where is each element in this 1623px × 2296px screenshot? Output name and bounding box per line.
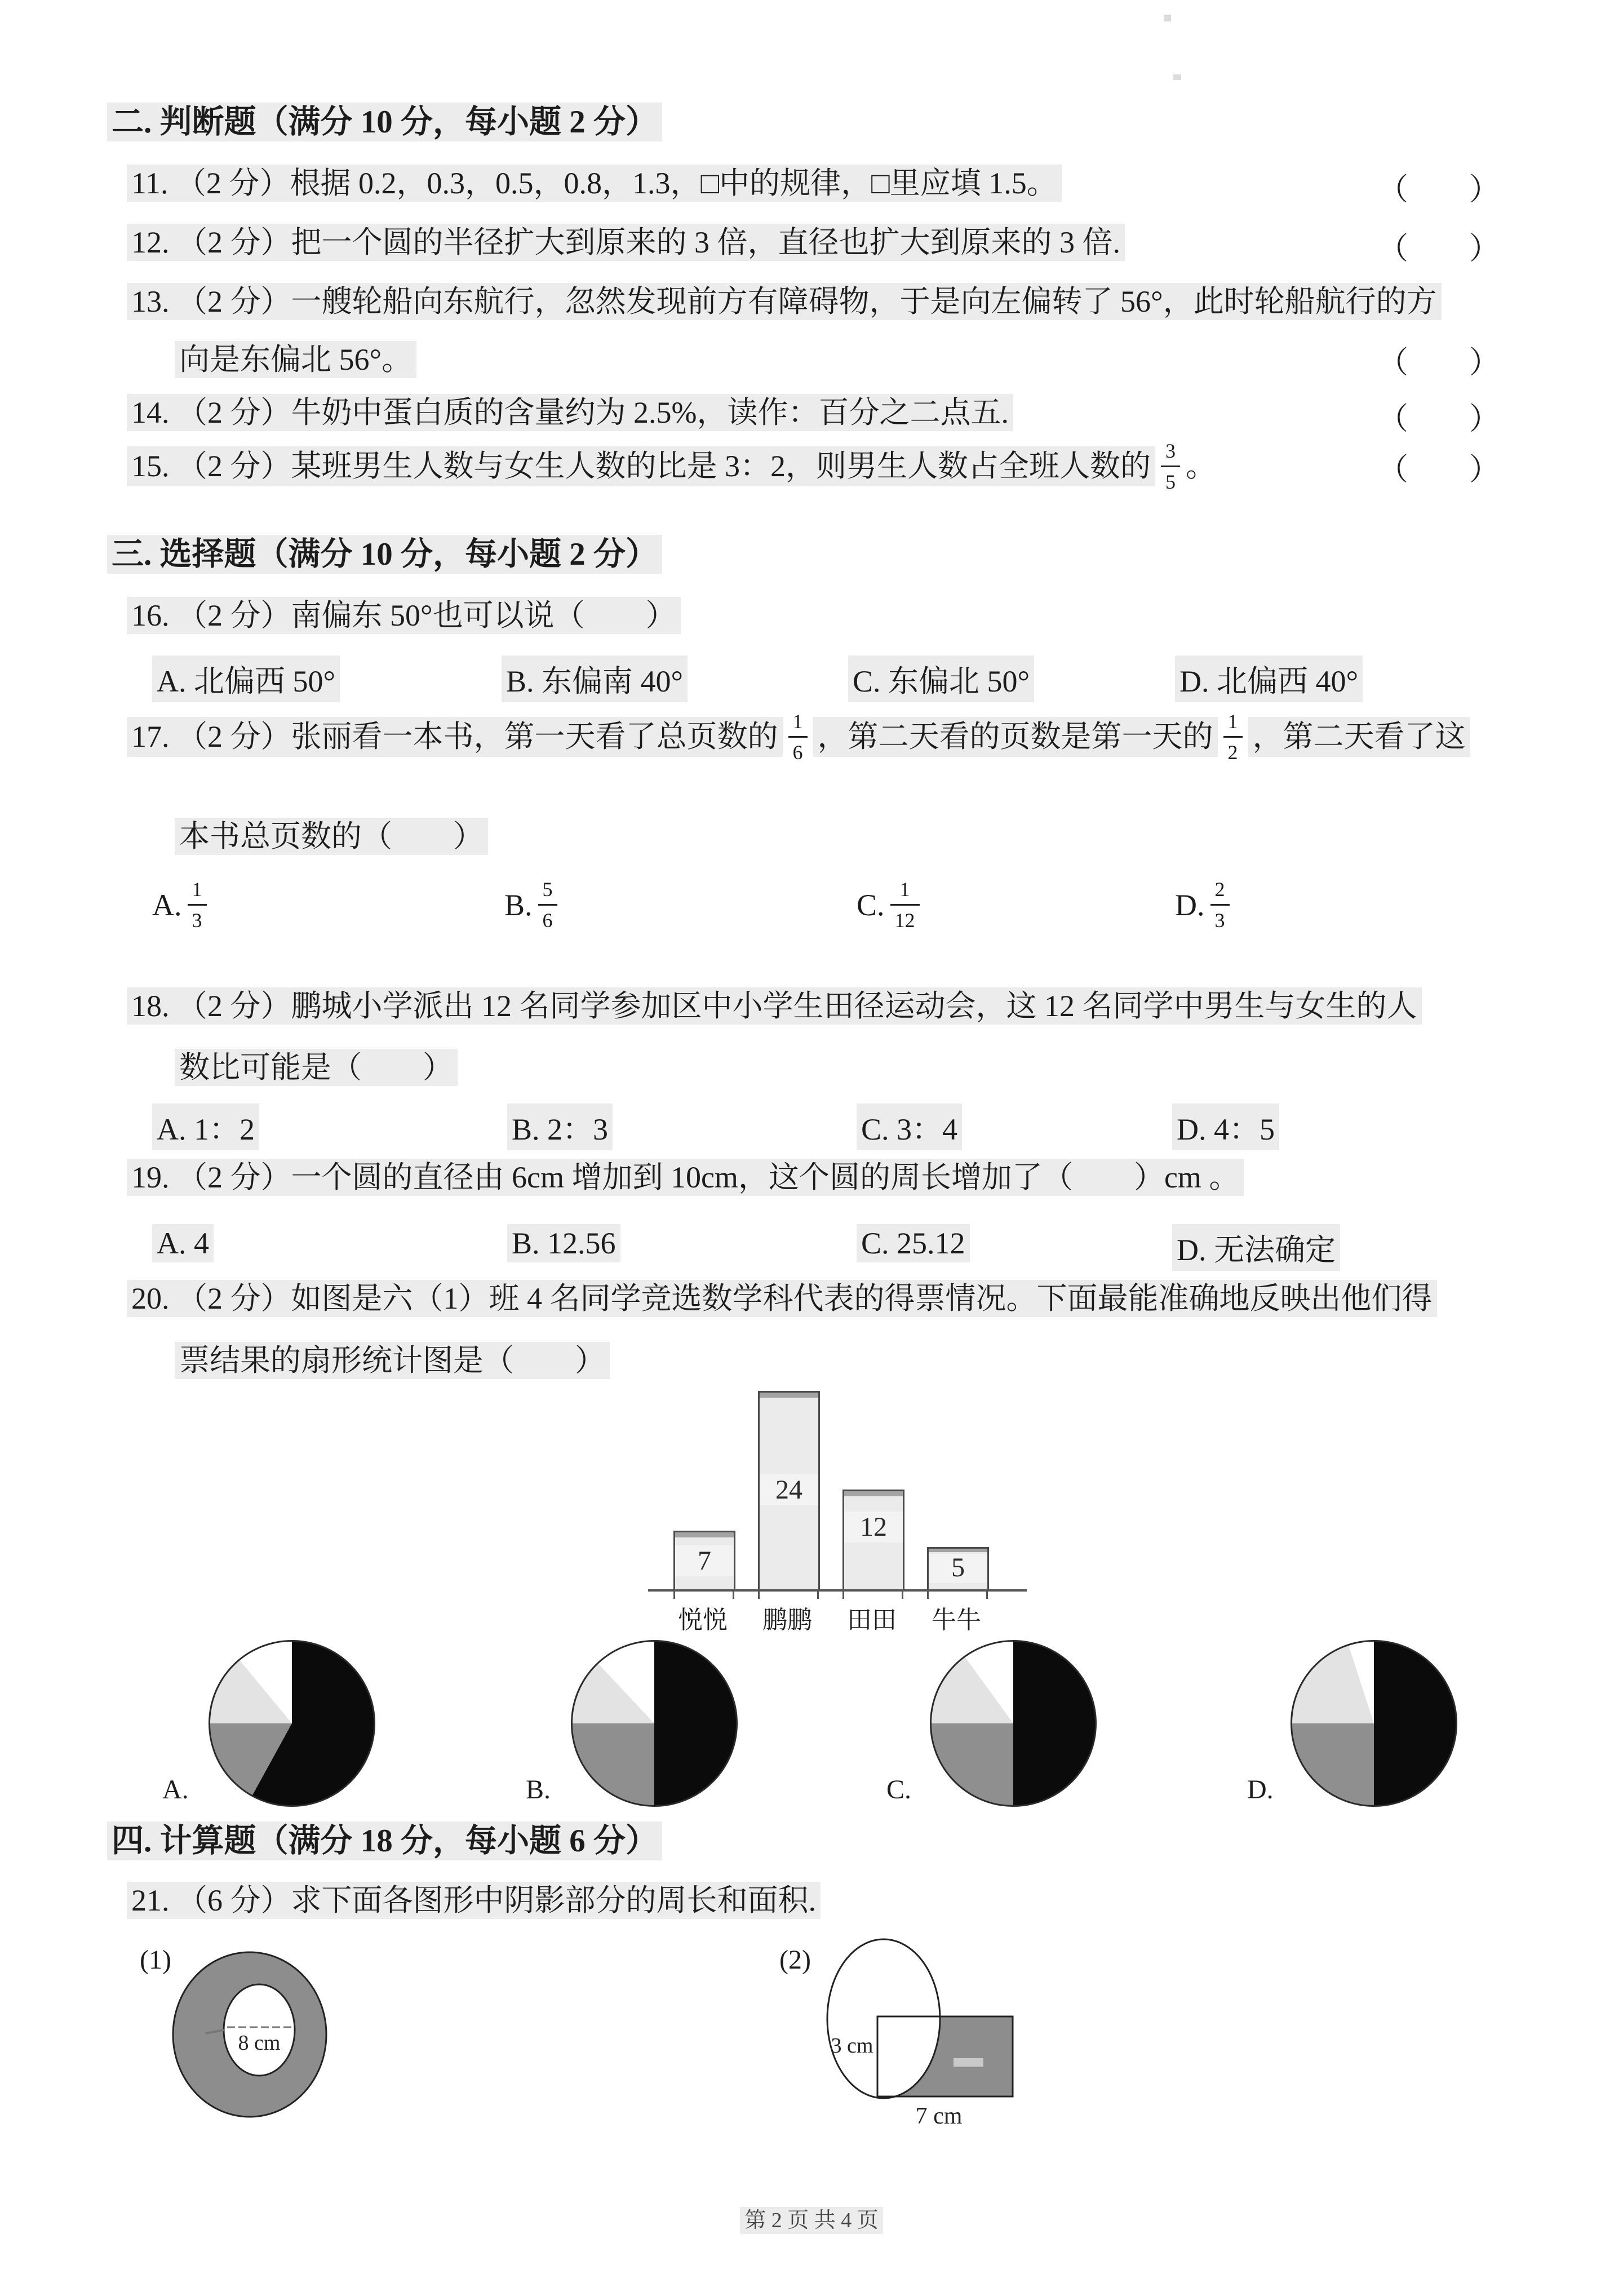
page-footer [0,2202,1623,2233]
q16-stem-text: 16. （2 分）南偏东 50°也可以说（ ） [127,597,681,634]
q18-option-b [507,1103,613,1150]
fraction-1-6 [788,711,808,763]
pie-option-c [930,1640,1097,1807]
fraction-numerator: 1 [1227,710,1238,733]
fraction-denominator: 6 [538,904,557,930]
q20-line2 [175,1342,610,1379]
q19-option-d-text: D. 无法确定 [1172,1224,1340,1271]
pie-label-b: B. [526,1775,551,1805]
q17-line2 [175,818,488,855]
bar-value-yueyue: 7 [675,1545,734,1576]
q17-seg1: 17. （2 分）张丽看一本书，第一天看了总页数的 [127,717,783,757]
judge-item-15 [127,441,1216,492]
answer-bracket-15: （ ） [1378,453,1500,486]
fraction-3-5 [1161,441,1180,492]
q19-line1 [127,1159,1244,1196]
q17-line2-text: 本书总页数的（ ） [175,818,488,855]
judge-item-15-period: 。 [1186,449,1216,484]
q19-option-a [152,1224,214,1262]
judge-item-14-text: 14. （2 分）牛奶中蛋白质的含量约为 2.5%，读作：百分之二点五. [127,394,1013,431]
q19-option-c-text: C. 25.12 [857,1224,970,1262]
q17-stem [127,711,1470,763]
fraction-1-2 [1223,711,1243,763]
q17-option-c-label: C. [857,888,885,922]
q17-seg2: ，第二天看的页数是第一天的 [813,717,1218,757]
fraction-numerator: 5 [542,878,553,901]
bar-label-yueyue: 悦悦 [678,1606,728,1634]
judge-item-15-text: 15. （2 分）某班男生人数与女生人数的比是 3：2，则男生人数占全班人数的 [127,446,1155,486]
fraction-numerator: 1 [899,878,910,901]
fraction-denominator: 3 [188,904,207,930]
q17-seg3: ，第二天看了这 [1248,717,1470,757]
q18-option-a-text: A. 1：2 [152,1103,259,1150]
axis-tick [927,1592,929,1599]
judge-item-13-line2 [175,342,416,378]
fraction-denominator: 5 [1161,466,1180,492]
answer-bracket-12: （ ） [1378,232,1500,265]
fraction-5-6 [538,879,557,930]
fraction-1-3 [188,879,207,930]
bar-yueyue [673,1531,735,1592]
q16-option-c [848,655,1034,702]
figure2-label: (2) [779,1945,811,1975]
figure2-radius-label: 3 cm [831,2034,873,2058]
q18-option-d-text: D. 4：5 [1172,1103,1279,1150]
q18-option-b-text: B. 2：3 [507,1103,613,1150]
q19-option-d [1172,1224,1340,1271]
bar-value-pengpeng: 24 [760,1474,818,1505]
q18-line2-text: 数比可能是（ ） [175,1049,458,1086]
axis-tick [902,1592,903,1599]
q16-option-a [152,655,340,702]
votes-bar-chart [648,1375,1054,1657]
bar-niuniu [927,1547,989,1592]
fraction-denominator: 12 [890,904,920,930]
judge-item-12-text: 12. （2 分）把一个圆的半径扩大到原来的 3 倍，直径也扩大到原来的 3 倍. [127,224,1125,261]
fraction-1-12 [890,879,920,930]
fraction-denominator: 3 [1210,904,1230,930]
answer-bracket-11: （ ） [1378,172,1500,206]
q18-option-a [152,1103,259,1150]
judge-item-13-line1 [127,283,1442,320]
pie-label-c: C. [886,1775,912,1805]
pie-label-d: D. [1247,1775,1274,1805]
pie-label-a: A. [162,1775,189,1805]
section-choice-title [107,535,662,574]
x-axis [648,1589,1027,1592]
q16-option-a-text: A. 北偏西 50° [152,655,340,702]
figure2-circle-rectangle [789,1927,1048,2142]
answer-bracket-13: （ ） [1378,345,1500,379]
fraction-numerator: 2 [1214,878,1225,901]
fraction-numerator: 1 [192,878,202,901]
judge-item-11-text: 11. （2 分）根据 0.2，0.3，0.5，0.8，1.3，□中的规律，□里应填 1.5。 [127,165,1062,202]
q19-option-a-text: A. 4 [152,1224,214,1262]
q17-option-d-label: D. [1175,888,1205,922]
section-judge-title [107,103,662,141]
q18-option-d [1172,1103,1279,1150]
answer-bracket-14: （ ） [1378,402,1500,436]
axis-tick [673,1592,675,1599]
figure2-width-label: 7 cm [915,2103,963,2129]
q19-line1-text: 19. （2 分）一个圆的直径由 6cm 增加到 10cm，这个圆的周长增加了（ ）cm 。 [127,1159,1244,1196]
circle-outline [827,1939,940,2098]
q16-option-c-text: C. 东偏北 50° [848,655,1034,702]
axis-tick [733,1592,734,1599]
bar-tiantian [842,1490,904,1592]
axis-tick [986,1592,988,1599]
bar-value-tiantian: 12 [844,1512,903,1543]
q18-option-c-text: C. 3：4 [857,1103,962,1150]
q16-option-d [1175,655,1363,702]
bar-value-niuniu: 5 [929,1552,987,1583]
q21-stem-text: 21. （6 分）求下面各图形中阴影部分的周长和面积. [127,1882,821,1919]
q18-line2 [175,1049,458,1086]
q19-option-b [507,1224,620,1262]
q16-option-b [502,655,688,702]
judge-item-13-line2-text: 向是东偏北 56°。 [175,341,416,378]
judge-item-11 [127,165,1062,202]
axis-tick [758,1592,760,1599]
section-choice-title-text: 三. 选择题（满分 10 分，每小题 2 分） [107,535,662,574]
bar-label-pengpeng: 鹏鹏 [762,1606,812,1634]
judge-item-12 [127,224,1125,261]
fraction-denominator: 6 [788,736,808,763]
q18-line1 [127,988,1422,1025]
figure1-label: (1) [140,1945,171,1975]
q17-option-d [1175,879,1235,930]
q18-line1-text: 18. （2 分）鹏城小学派出 12 名同学参加区中小学生田径运动会，这 12 名同学中男生与女生的人 [127,987,1422,1025]
fraction-denominator: 2 [1223,736,1243,763]
q21-stem [127,1882,821,1919]
pie-option-d [1291,1640,1457,1807]
scan-artifact [1164,15,1171,21]
q20-line1-text: 20. （2 分）如图是六（1）班 4 名同学竞选数学科代表的得票情况。下面最能准确地反映出他们得 [127,1280,1437,1317]
q20-line1 [127,1280,1437,1317]
section-judge-title-text: 二. 判断题（满分 10 分，每小题 2 分） [107,103,662,141]
q19-option-b-text: B. 12.56 [507,1224,620,1262]
q17-option-b [504,879,563,930]
judge-item-13-line1-text: 13. （2 分）一艘轮船向东航行，忽然发现前方有障碍物，于是向左偏转了 56°，此时轮船航行的方 [127,283,1442,320]
q17-option-a-label: A. [152,888,182,922]
figure1-dimension-label: 8 cm [238,2031,281,2055]
axis-tick [842,1592,844,1599]
section-calc-title-text: 四. 计算题（满分 18 分，每小题 6 分） [107,1821,662,1860]
section-calc-title [107,1822,662,1860]
pie-option-b [571,1640,738,1807]
pie-option-a [209,1640,375,1807]
scan-dash-artifact [954,2058,983,2067]
inner-white-circle [224,1984,295,2076]
figure1-annulus [135,1933,372,2142]
fraction-numerator: 1 [792,710,803,733]
q17-option-c [857,879,925,930]
fraction-numerator: 3 [1165,440,1176,462]
axis-tick [817,1592,819,1599]
bar-label-tiantian: 田田 [847,1606,897,1634]
scan-artifact [1173,74,1181,80]
q17-option-b-label: B. [504,888,533,922]
q20-line2-text: 票结果的扇形统计图是（ ） [175,1342,610,1379]
judge-item-14 [127,395,1013,431]
fraction-2-3 [1210,879,1230,930]
q16-option-d-text: D. 北偏西 40° [1175,655,1363,702]
bar-label-niuniu: 牛牛 [932,1606,981,1634]
q16-stem [127,597,681,634]
q16-option-b-text: B. 东偏南 40° [502,655,688,702]
q18-option-c [857,1103,962,1150]
q17-option-a [152,879,212,930]
bar-pengpeng [758,1391,820,1592]
page-footer-text: 第 2 页 共 4 页 [740,2207,883,2234]
q19-option-c [857,1224,970,1262]
